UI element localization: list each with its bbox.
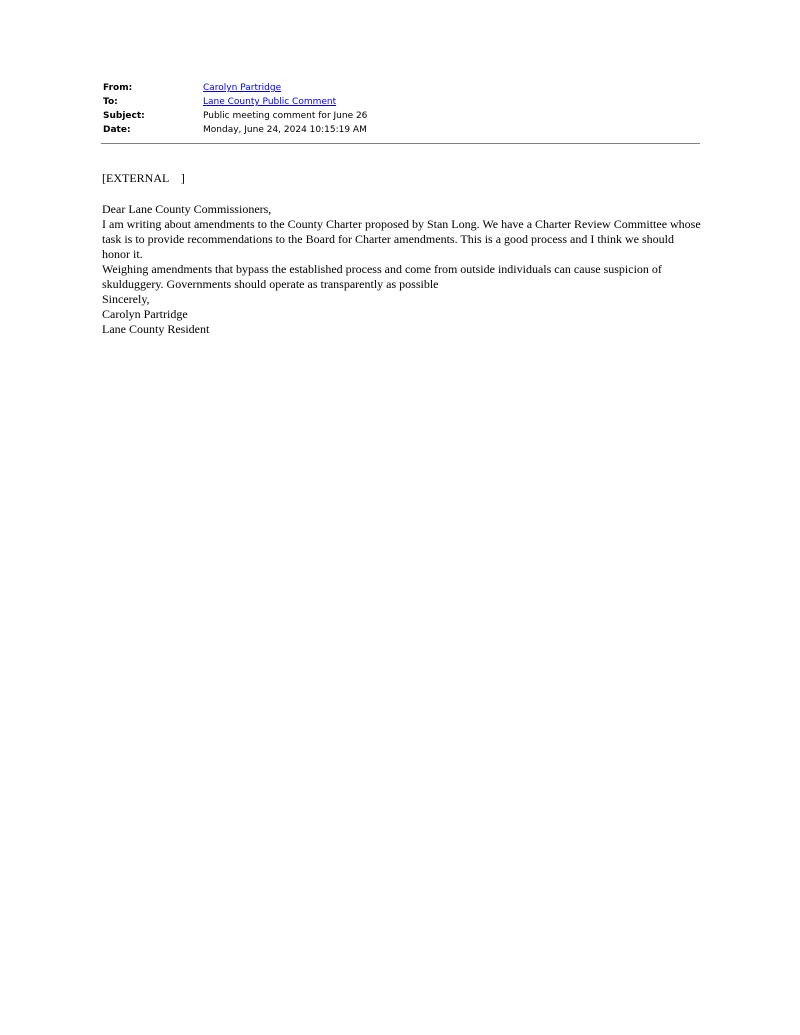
date-label: Date: xyxy=(103,125,131,135)
from-label: From: xyxy=(103,83,133,93)
closing: Sincerely, xyxy=(102,292,150,306)
email-header xyxy=(103,81,700,137)
signature-title: Lane County Resident xyxy=(102,322,210,336)
to-recipient-link[interactable]: Lane County Public Comment xyxy=(203,97,337,107)
external-tag: [EXTERNAL ] xyxy=(102,171,185,185)
paragraph-charter-review: I am writing about amendments to the County Charter proposed by Stan Long. We have a Charter Review Committee whose task is to provide recommendations to the Board for Charter amendments. This is a good process and I think we should honor it. xyxy=(102,217,701,261)
subject-value: Public meeting comment for June 26 xyxy=(203,111,368,121)
from-sender-link[interactable]: Carolyn Partridge xyxy=(203,83,282,93)
to-row xyxy=(103,95,700,109)
header-divider xyxy=(101,143,700,144)
email-body xyxy=(102,171,702,337)
date-value: Monday, June 24, 2024 10:15:19 AM xyxy=(203,125,367,135)
subject-row xyxy=(103,109,700,123)
signature-name: Carolyn Partridge xyxy=(102,307,188,321)
from-row xyxy=(103,81,700,95)
date-row xyxy=(103,123,700,137)
subject-label: Subject: xyxy=(103,111,145,121)
to-label: To: xyxy=(103,97,118,107)
paragraph-transparency: Weighing amendments that bypass the established process and come from outside individuals can cause suspicion of skulduggery. Governments should operate as transparently as possible xyxy=(102,262,662,291)
salutation: Dear Lane County Commissioners, xyxy=(102,202,272,216)
